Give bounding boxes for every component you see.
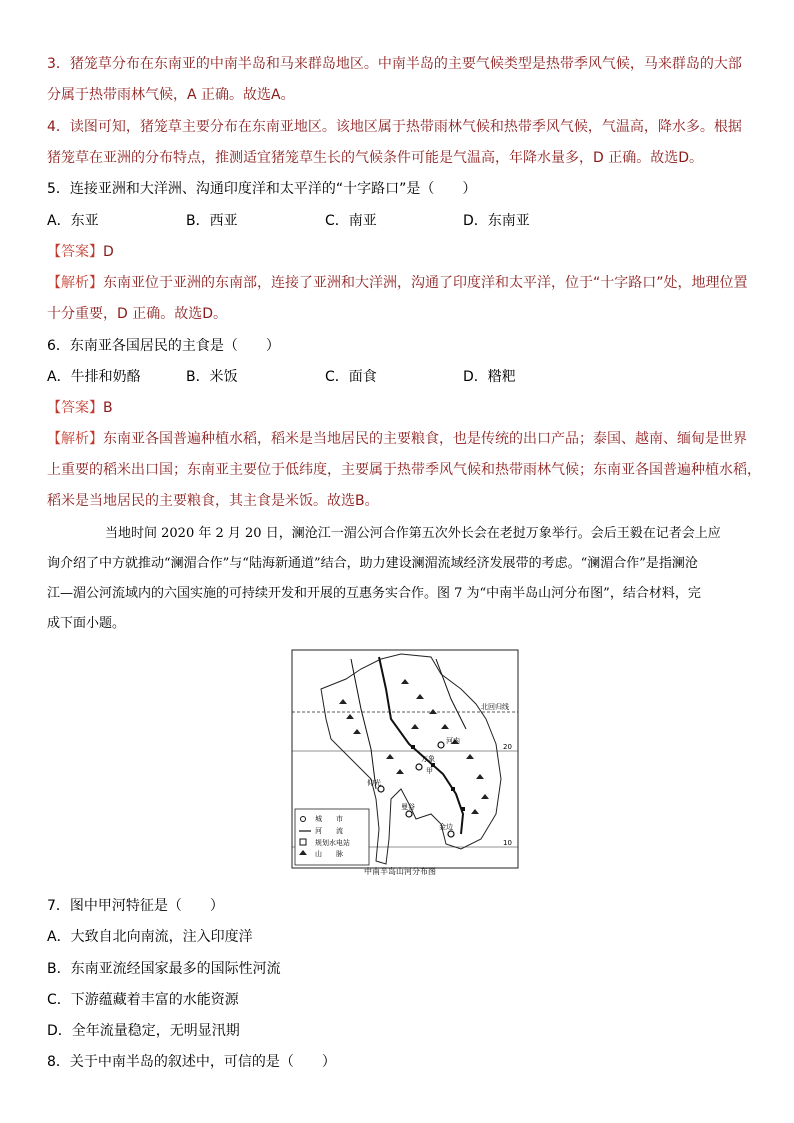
q6-analysis-line3: 稻米是当地居民的主要粮食，其主食是米饭。故选B。 [47, 493, 379, 509]
q7-stem: 7．图中甲河特征是（ ） [47, 898, 224, 914]
q6-stem: 6．东南亚各国居民的主食是（ ） [47, 338, 280, 354]
analysis-text: 东南亚位于亚洲的东南部，连接了亚洲和大洋洲，沟通了印度洋和太平洋，位于“十字路口”处，地理位置 [103, 275, 748, 291]
q6-analysis-line1 [47, 428, 749, 450]
answer-value: D [103, 244, 114, 260]
material-line3: 江—湄公河流域内的六国实施的可持续开发和开展的互惠务实合作。图 7 为“中南半岛山河分布图”，结合材料，完 [47, 586, 701, 601]
tropic-label: 北回归线 [481, 703, 509, 711]
q5-analysis-line2: 十分重要，D 正确。故选D。 [47, 306, 228, 322]
q5-analysis-line1 [47, 272, 749, 294]
q6-answer [47, 397, 749, 419]
q6-analysis-line2: 上重要的稻米出口国；东南亚主要位于低纬度，主要属于热带季风气候和热带雨林气候；东南亚各国普遍种植水稻， [47, 462, 761, 478]
map-caption: 中南半岛山河分布图 [364, 867, 436, 876]
city-label-phnompenh: 金边 [439, 823, 453, 831]
analysis-text: 东南亚各国普遍种植水稻，稻米是当地居民的主要粮食，也是传统的出口产品；泰国、越南、缅甸是世界 [103, 431, 747, 447]
q5-answer [47, 241, 749, 263]
q5-option-a: A．东亚 [47, 213, 99, 229]
city-label-vientiane: 万象 [421, 755, 435, 763]
material-line2: 询介绍了中方就推动“澜湄合作”与“陆海新通道”结合，助力建设澜湄流域经济发展带的考虑。“澜湄合作”是指澜沧 [47, 556, 698, 571]
answer-tag: 【答案】 [47, 400, 103, 416]
q4-explain-line2: 猪笼草在亚洲的分布特点，推测适宜猪笼草生长的气候条件可能是气温高，年降水量多，D 正确。故选D。 [47, 150, 704, 166]
legend-river: 河 流 [315, 827, 343, 835]
q6-option-a: A．牛排和奶酪 [47, 369, 141, 385]
q6-option-d: D．糌粑 [463, 369, 516, 385]
analysis-tag: 【解析】 [47, 431, 103, 447]
answer-value: B [103, 400, 113, 416]
q5-stem: 5．连接亚洲和大洋洲、沟通印度洋和太平洋的“十字路口”是（ ） [47, 181, 477, 197]
q6-option-b: B．米饭 [186, 369, 238, 385]
river-label-jia: 甲 [426, 767, 433, 775]
lat-20-label: 20 [503, 743, 512, 751]
analysis-tag: 【解析】 [47, 275, 103, 291]
q3-explain-line1: 3．猪笼草分布在东南亚的中南半岛和马来群岛地区。中南半岛的主要气候类型是热带季风气候，马来群岛的大部 [47, 56, 742, 72]
q6-option-c: C．面食 [325, 369, 377, 385]
q5-option-c: C．南亚 [325, 213, 377, 229]
city-label-yangon: 仰光 [367, 779, 381, 787]
city-label-hanoi: 河内 [446, 737, 460, 745]
q5-option-d: D．东南亚 [463, 213, 530, 229]
city-label-bangkok: 曼谷 [401, 803, 415, 811]
q7-option-b: B．东南亚流经国家最多的国际性河流 [47, 961, 281, 977]
q7-option-c: C．下游蕴藏着丰富的水能资源 [47, 992, 239, 1008]
q5-option-b: B．西亚 [186, 213, 238, 229]
lat-10-label: 10 [503, 839, 512, 847]
material-line1: 当地时间 2020 年 2 月 20 日，澜沧江一湄公河合作第五次外长会在老挝万象举行。会后王毅在记者会上应 [105, 526, 721, 541]
q4-explain-line1: 4．读图可知，猪笼草主要分布在东南亚地区。该地区属于热带雨林气候和热带季风气候，气温高，降水多。根据 [47, 119, 742, 135]
answer-tag: 【答案】 [47, 244, 103, 260]
legend-mountain: 山 脉 [315, 850, 343, 858]
legend-dam: 规划水电站 [315, 839, 350, 847]
q8-stem: 8．关于中南半岛的叙述中，可信的是（ ） [47, 1054, 336, 1070]
q7-option-d: D．全年流量稳定，无明显汛期 [47, 1023, 240, 1039]
q3-explain-line2: 分属于热带雨林气候，A 正确。故选A。 [47, 87, 295, 103]
indochina-map [291, 649, 519, 881]
legend-city: 城 市 [315, 815, 343, 823]
q7-option-a: A．大致自北向南流，注入印度洋 [47, 929, 253, 945]
material-line4: 成下面小题。 [47, 616, 126, 631]
